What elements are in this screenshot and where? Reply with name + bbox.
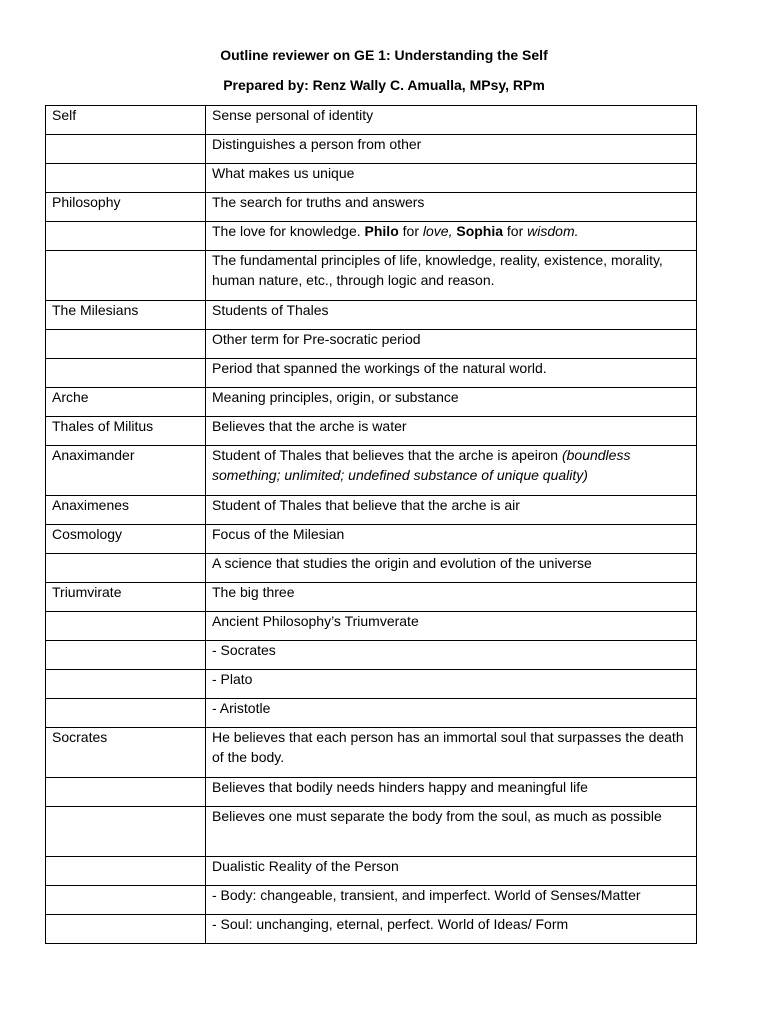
definition-cell: Distinguishes a person from other xyxy=(206,135,697,164)
table-row xyxy=(46,496,697,525)
definition-cell: Other term for Pre-socratic period xyxy=(206,330,697,359)
table-row xyxy=(46,670,697,699)
definition-cell: The fundamental principles of life, knowledge, reality, existence, morality, human nature, etc., through logic and reason. xyxy=(206,251,697,301)
term-cell xyxy=(46,886,206,915)
term-cell: Cosmology xyxy=(46,525,206,554)
definition-cell: - Plato xyxy=(206,670,697,699)
definition-cell: Dualistic Reality of the Person xyxy=(206,857,697,886)
table-row xyxy=(46,164,697,193)
table-row xyxy=(46,728,697,778)
term-cell xyxy=(46,641,206,670)
term-cell xyxy=(46,670,206,699)
term-cell xyxy=(46,915,206,944)
apeiron-note: (boundless something; unlimited; undefined substance of unique quality) xyxy=(212,447,631,483)
term-cell xyxy=(46,359,206,388)
definition-cell: Sense personal of identity xyxy=(206,106,697,135)
table-row xyxy=(46,699,697,728)
definition-cell: The search for truths and answers xyxy=(206,193,697,222)
definition-cell: Student of Thales that believe that the arche is air xyxy=(206,496,697,525)
love-term: love, xyxy=(422,223,453,239)
table-row xyxy=(46,446,697,496)
term-cell xyxy=(46,164,206,193)
sophia-term: Sophia xyxy=(456,223,504,239)
definition-cell: Focus of the Milesian xyxy=(206,525,697,554)
table-row xyxy=(46,106,697,135)
definition-text: for xyxy=(503,223,528,239)
wisdom-term: wisdom. xyxy=(527,223,579,239)
term-cell: Anaximenes xyxy=(46,496,206,525)
term-cell: The Milesians xyxy=(46,301,206,330)
table-row xyxy=(46,330,697,359)
definition-cell: The big three xyxy=(206,583,697,612)
term-cell: Philosophy xyxy=(46,193,206,222)
definition-cell xyxy=(206,222,697,251)
definition-cell: What makes us unique xyxy=(206,164,697,193)
table-row xyxy=(46,388,697,417)
philo-term: Philo xyxy=(364,223,399,239)
table-row xyxy=(46,583,697,612)
prepared-by: Prepared by: Renz Wally C. Amualla, MPsy, RPm xyxy=(223,77,545,93)
table-row xyxy=(46,222,697,251)
definition-cell: Meaning principles, origin, or substance xyxy=(206,388,697,417)
term-cell xyxy=(46,699,206,728)
definition-cell: A science that studies the origin and evolution of the universe xyxy=(206,554,697,583)
definition-text: The love for knowledge. xyxy=(212,223,365,239)
term-cell xyxy=(46,778,206,807)
table-row xyxy=(46,778,697,807)
term-cell xyxy=(46,857,206,886)
term-cell: Thales of Militus xyxy=(46,417,206,446)
document-title: Outline reviewer on GE 1: Understanding the Self xyxy=(220,47,548,63)
definition-text: for xyxy=(398,223,423,239)
table-row xyxy=(46,807,697,857)
term-cell xyxy=(46,135,206,164)
term-cell xyxy=(46,612,206,641)
term-cell: Triumvirate xyxy=(46,583,206,612)
table-row xyxy=(46,554,697,583)
definition-cell: - Aristotle xyxy=(206,699,697,728)
term-cell xyxy=(46,330,206,359)
definition-cell: Students of Thales xyxy=(206,301,697,330)
term-cell: Arche xyxy=(46,388,206,417)
term-cell: Anaximander xyxy=(46,446,206,496)
definition-text: Student of Thales that believes that the arche is apeiron xyxy=(212,447,562,463)
definition-cell xyxy=(206,446,697,496)
table-row xyxy=(46,417,697,446)
table-row xyxy=(46,641,697,670)
definition-cell: Period that spanned the workings of the natural world. xyxy=(206,359,697,388)
table-row xyxy=(46,612,697,641)
table-row xyxy=(46,915,697,944)
table-row xyxy=(46,525,697,554)
table-row xyxy=(46,359,697,388)
definition-cell: - Body: changeable, transient, and imperfect. World of Senses/Matter xyxy=(206,886,697,915)
definition-cell: Believes one must separate the body from the soul, as much as possible xyxy=(206,807,697,857)
term-cell xyxy=(46,222,206,251)
table-row xyxy=(46,301,697,330)
table-row xyxy=(46,135,697,164)
definition-cell: - Socrates xyxy=(206,641,697,670)
definition-cell: He believes that each person has an immortal soul that surpasses the death of the body. xyxy=(206,728,697,778)
term-cell xyxy=(46,251,206,301)
term-cell: Socrates xyxy=(46,728,206,778)
term-cell: Self xyxy=(46,106,206,135)
table-row xyxy=(46,886,697,915)
table-row xyxy=(46,251,697,301)
table-row xyxy=(46,857,697,886)
outline-table xyxy=(45,105,697,944)
term-cell xyxy=(46,807,206,857)
definition-cell: Believes that bodily needs hinders happy and meaningful life xyxy=(206,778,697,807)
definition-cell: - Soul: unchanging, eternal, perfect. World of Ideas/ Form xyxy=(206,915,697,944)
definition-cell: Believes that the arche is water xyxy=(206,417,697,446)
term-cell xyxy=(46,554,206,583)
table-row xyxy=(46,193,697,222)
definition-cell: Ancient Philosophy’s Triumverate xyxy=(206,612,697,641)
